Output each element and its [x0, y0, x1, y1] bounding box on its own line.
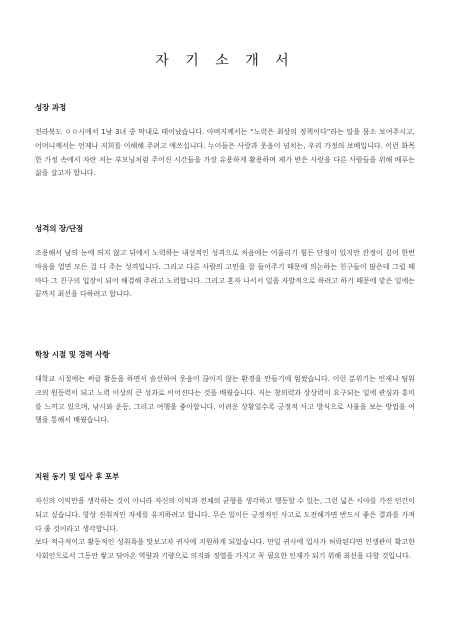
section-body — [35, 126, 415, 181]
document-title: 자 기 소 개 서 — [155, 53, 295, 69]
paragraph: 자신의 이익만을 생각하는 것이 아니라 자신의 이익과 전체의 균형을 생각하고 행동할 수 있는, 그런 넓은 시야를 가진 인간이 되고 싶습니다. 항상 진취적인 자세를 유지하려고 합니다. 무슨 일이든 긍정적인 사고로 도전해가면 반드시 좋은 결과를 가져다 줄 것이라고 생각합니다. — [35, 497, 415, 533]
paragraph: 조용해서 남의 눈에 띄지 않고 뒤에서 노력하는 내성적인 성격으로 처음에는 어울리기 힘든 단점이 있지만 잔정이 깊어 한번 마음을 열면 모든 걸 다 주는 성격입니다. 그리고 다른 사람의 고민을 잘 들어주기 때문에 의논하는 친구들이 많은데 그럴 때마다 그 친구의 입장이 되어 해결해 주려고 노력합니다. 그리고 혼자 나서서 일을 자발적으로 하려고 하기 때문에 맡은 일에는 끝까지 최선을 다하려고 합니다. — [35, 249, 415, 299]
section-heading: 학창 시절 및 경력 사항 — [35, 350, 110, 359]
section-motivation — [35, 472, 415, 564]
paragraph: 대학교 시절에는 써클 활동을 하면서 솔선하여 웃음이 끊이지 않는 환경을 만들기에 힘썼습니다. 이런 분위기는 언제나 팀워크의 원동력이 되고 노력 이상의 큰 성과로 이어진다는 것을 배웠습니다. 저는 창의력과 상상력이 요구되는 일에 관심과 흥미를 느끼고 있으며, 낚시와 운동, 그리고 여행을 좋아합니다. 어려운 상황일수록 긍정적 사고 방식으로 사물을 보는 방법을 여행을 통해서 배웠습니다. — [35, 375, 415, 425]
section-body — [35, 373, 415, 428]
section-body — [35, 495, 415, 564]
section-school-career — [35, 350, 415, 428]
section-heading: 지원 동기 및 입사 후 포부 — [35, 472, 120, 481]
section-personality — [35, 224, 415, 302]
section-body — [35, 247, 415, 302]
section-growth — [35, 103, 415, 181]
section-heading: 성격의 장/단점 — [35, 224, 84, 233]
paragraph: 전라북도 ㅇㅇ시에서 1남 3녀 중 막내로 태어났습니다. 아버지께서는 “노력은 최상의 정책이다”라는 말을 몸소 보여주시고, 어머니께서는 언제나 저희를 이해해 주려고 애쓰십니다. 누이들은 사랑과 웃음이 넘치는, 우리 가정의 보배입니다. 이런 화목한 가정 속에서 자란 저는 부모님처럼 주어진 시간들을 가장 유용하게 활용하며 제가 받은 사랑을 다른 사람들을 위해 베푸는 삶을 살고자 합니다. — [35, 128, 415, 178]
section-heading: 성장 과정 — [35, 103, 67, 112]
paragraph: 보다 적극적이고 활동적인 성취욕을 맛보고자 귀사에 지원하게 되었습니다. 만일 귀사에 입사가 허락된다면 인생관이 확고한 사회인으로서 그동안 쌓고 닦아온 역량과 기량으로 의지와 정열을 가지고 꼭 필요한 인재가 되기 위해 최선을 다할 것입니다. — [35, 538, 415, 561]
